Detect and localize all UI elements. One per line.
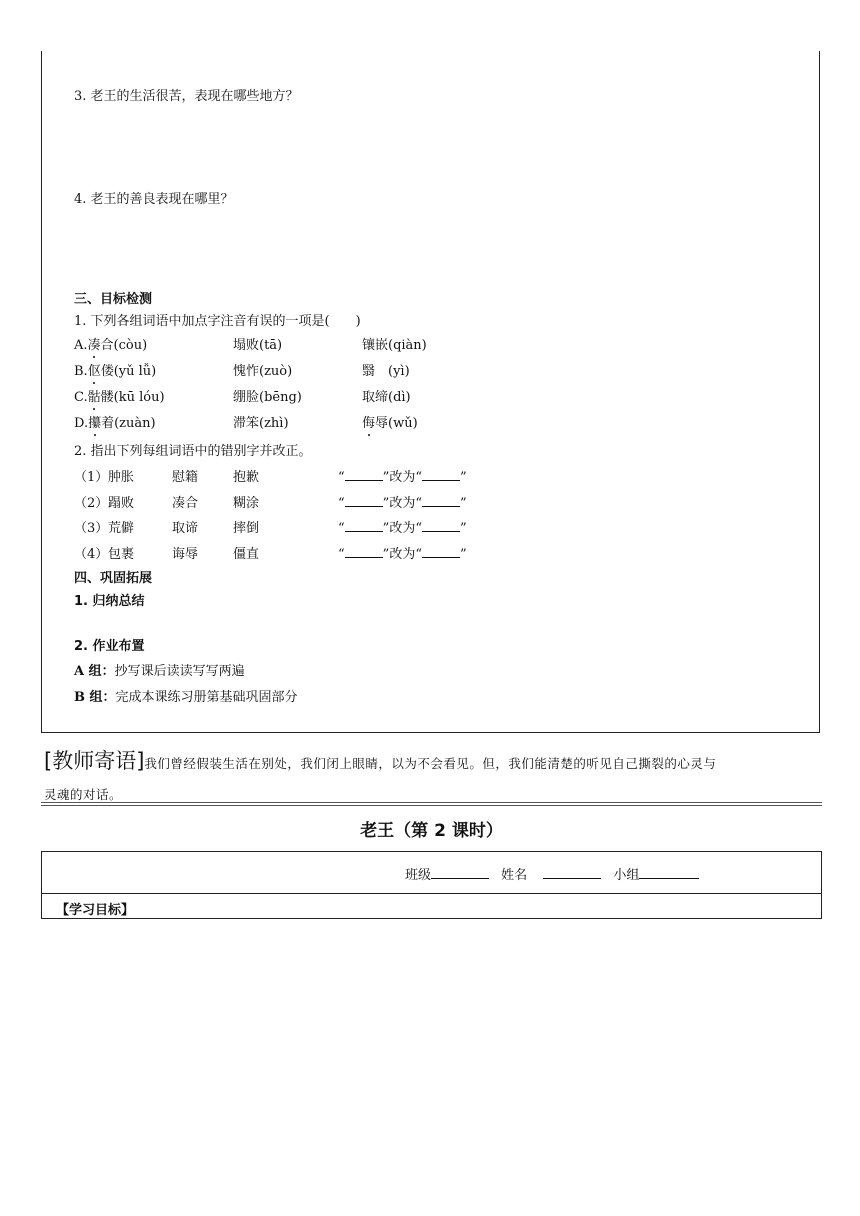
- teacher-message-label: [教师寄语]: [44, 749, 145, 773]
- word: 摔倒: [233, 521, 260, 536]
- divider: [41, 805, 822, 806]
- row-divider: [42, 893, 821, 894]
- class-field[interactable]: [431, 866, 489, 879]
- lesson-title: 老王（第 2 课时）: [360, 821, 503, 841]
- student-info-line: [405, 864, 699, 883]
- option-word: 愧怍(zuò): [233, 364, 293, 379]
- word: 荒僻: [108, 521, 135, 536]
- word: 蹋败: [108, 496, 135, 511]
- word: 包裹: [108, 547, 135, 562]
- answer-blank[interactable]: [345, 546, 383, 558]
- group-b-label: B 组：: [74, 690, 116, 705]
- divider: [41, 802, 822, 803]
- option-word: 镶嵌(qiàn): [362, 338, 427, 353]
- homework-heading: 2. 作业布置: [74, 639, 145, 654]
- option-word: 辱(wǔ): [375, 416, 418, 431]
- word: 取谛: [172, 521, 199, 536]
- correction-row-2: （2） 蹋败 凑合 糊涂 “ ”改为“ ”: [74, 492, 514, 512]
- option-label: B.: [74, 364, 88, 379]
- group-a-task: [74, 660, 245, 679]
- option-word: 滞笨(zhì): [233, 416, 289, 431]
- teacher-message-text: 我们曾经假装生活在别处，我们闭上眼睛，以为不会看见。但，我们能清楚的听见自己撕裂的心灵与: [144, 756, 717, 771]
- summary-heading: 1. 归纳总结: [74, 594, 145, 609]
- word: 诲辱: [172, 547, 199, 562]
- option-word: 塌败(tā): [233, 338, 283, 353]
- option-row-c: [74, 386, 494, 406]
- group-b-task: [74, 686, 298, 705]
- row-number: （4）: [74, 547, 109, 562]
- lesson-info-box: [41, 851, 822, 919]
- class-label: 班级: [405, 868, 432, 883]
- teacher-message-text-cont: 灵魂的对话。: [44, 787, 123, 802]
- group-a-label: A 组：: [74, 664, 115, 679]
- dotted-char: 伛: [88, 360, 101, 379]
- option-word: 合(còu): [100, 338, 148, 353]
- section-3-heading: 三、目标检测: [74, 292, 153, 307]
- name-label: 姓名: [501, 868, 528, 883]
- correction-question: 2. 指出下列每组词语中的错别字并改正。: [74, 444, 312, 459]
- teacher-message: [44, 745, 824, 775]
- option-row-a: [74, 334, 494, 354]
- word: 慰籍: [172, 470, 199, 485]
- correction-row-3: （3） 荒僻 取谛 摔倒 “ ”改为“ ”: [74, 517, 514, 537]
- option-row-d: [74, 412, 494, 432]
- option-label: A.: [74, 338, 88, 353]
- word: 抱歉: [233, 470, 260, 485]
- row-number: （3）: [74, 521, 109, 536]
- question-4: 4. 老王的善良表现在哪里？: [74, 192, 234, 207]
- option-label: C.: [74, 390, 88, 405]
- change-to-text: 改为: [389, 521, 416, 536]
- group-field[interactable]: [639, 866, 699, 879]
- row-number: （2）: [74, 496, 109, 511]
- option-word: 翳 (yì): [362, 364, 410, 379]
- option-word: 绷脸(bēng): [233, 390, 302, 405]
- dotted-char: 侮: [362, 412, 375, 431]
- answer-blank[interactable]: [345, 469, 383, 481]
- answer-blank[interactable]: [422, 520, 460, 532]
- correction-row-4: （4） 包裹 诲辱 僵直 “ ”改为“ ”: [74, 543, 514, 563]
- name-field[interactable]: [543, 866, 601, 879]
- word: 糊涂: [233, 496, 260, 511]
- option-word: 着(zuàn): [101, 416, 156, 431]
- dotted-char: 攥: [88, 412, 101, 431]
- dotted-char: 骷: [88, 386, 101, 405]
- answer-blank[interactable]: [345, 495, 383, 507]
- answer-blank[interactable]: [422, 495, 460, 507]
- question-3: 3. 老王的生活很苦，表现在哪些地方？: [74, 89, 299, 104]
- group-label: 小组: [613, 868, 640, 883]
- answer-blank[interactable]: [422, 469, 460, 481]
- word: 肿胀: [108, 470, 135, 485]
- word: 凑合: [172, 496, 199, 511]
- change-to-text: 改为: [389, 547, 416, 562]
- group-b-text: 完成本课练习册第基础巩固部分: [115, 690, 298, 705]
- option-word: 髅(kū lóu): [100, 390, 165, 405]
- answer-blank[interactable]: [422, 546, 460, 558]
- change-to-text: 改为: [389, 496, 416, 511]
- answer-blank[interactable]: [345, 520, 383, 532]
- mc-question: 1. 下列各组词语中加点字注音有误的一项是( ): [74, 314, 361, 329]
- dotted-char: 凑: [88, 334, 101, 353]
- option-label: D.: [74, 416, 89, 431]
- learning-objectives-heading: 【学习目标】: [56, 903, 135, 918]
- option-word: 取缔(dì): [362, 390, 411, 405]
- group-a-text: 抄写课后读读写写两遍: [114, 664, 245, 679]
- option-word: 偻(yǔ lǚ): [100, 364, 157, 379]
- section-4-heading: 四、巩固拓展: [74, 571, 153, 586]
- option-row-b: [74, 360, 494, 380]
- correction-row-1: （1） 肿胀 慰籍 抱歉 “ ”改为“ ”: [74, 466, 514, 486]
- change-to-text: 改为: [389, 470, 416, 485]
- word: 僵直: [233, 547, 260, 562]
- row-number: （1）: [74, 470, 109, 485]
